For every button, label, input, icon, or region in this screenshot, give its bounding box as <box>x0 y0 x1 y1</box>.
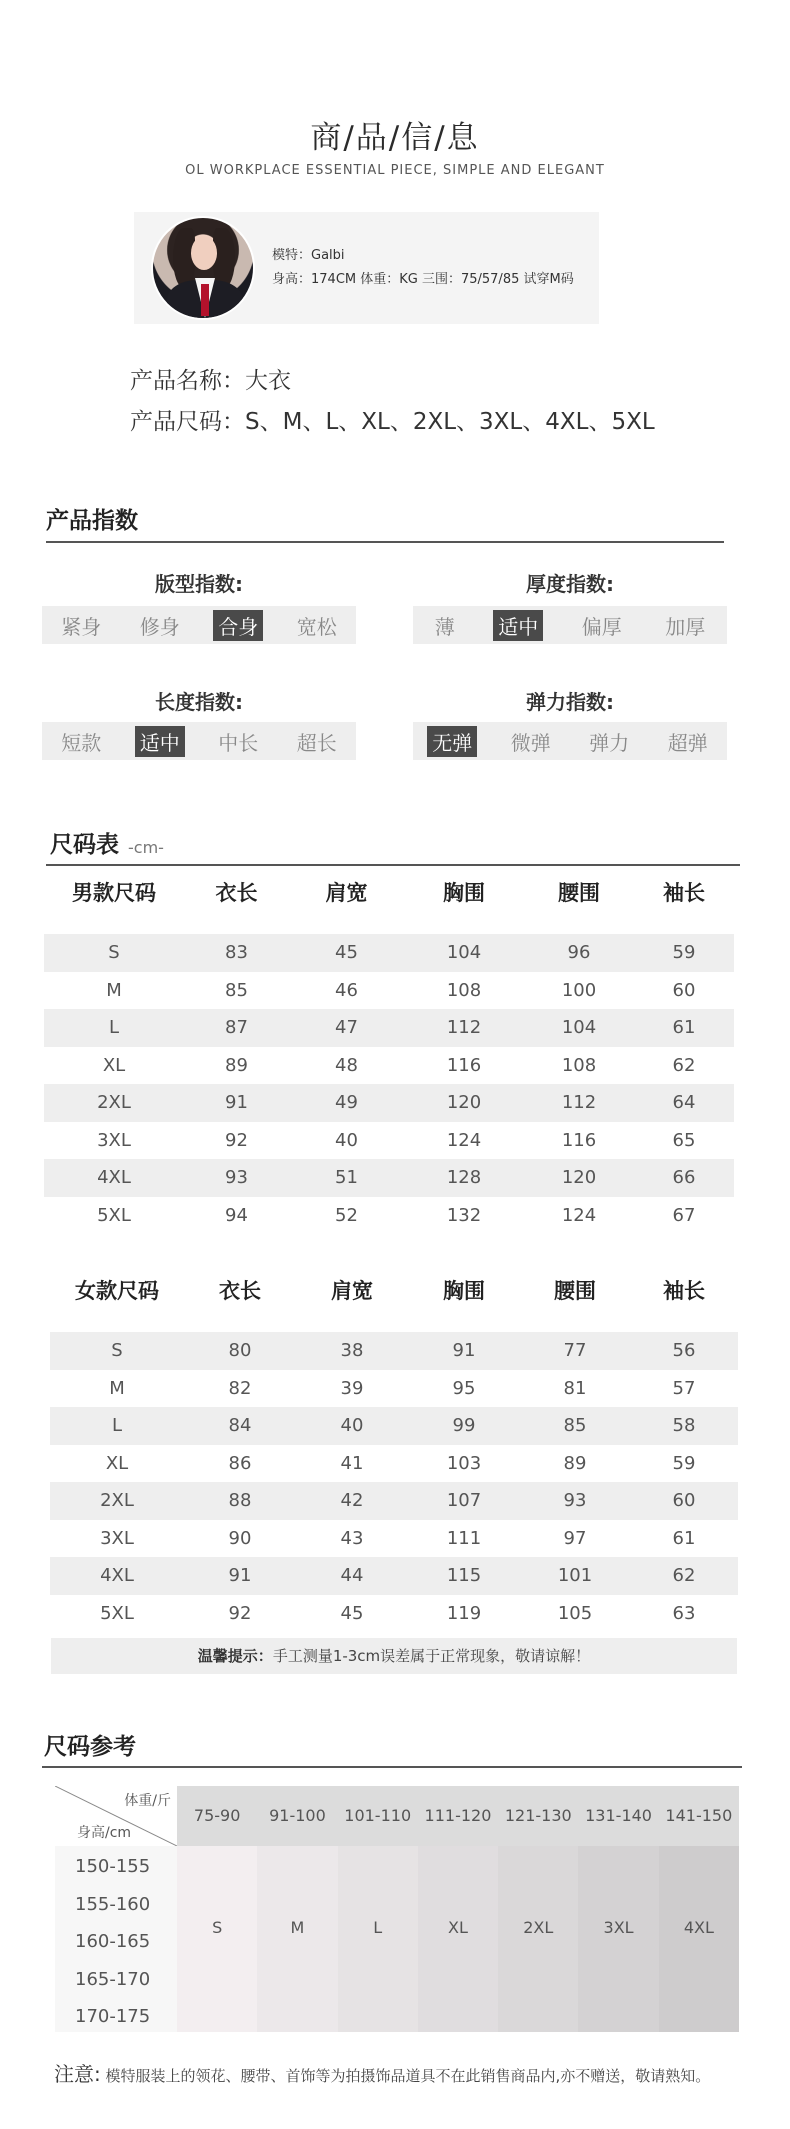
weight-range-label: 111-120 <box>424 1806 492 1825</box>
product-name: 产品名称：大衣 <box>130 368 291 394</box>
table-cell: 93 <box>563 1490 587 1512</box>
table-cell: S <box>111 1340 123 1362</box>
table-row <box>50 1407 738 1445</box>
table-cell: 38 <box>340 1340 364 1362</box>
size-table-divider <box>46 864 740 866</box>
reference-corner-cell <box>55 1786 177 1846</box>
table-cell: 43 <box>340 1527 364 1549</box>
size-label: 3XL <box>603 1918 634 1937</box>
elasticity-index-bar <box>413 722 727 760</box>
size-label: 4XL <box>683 1918 714 1937</box>
table-cell: 91 <box>228 1565 252 1587</box>
table-row <box>44 1009 734 1047</box>
table-cell: 52 <box>335 1204 358 1226</box>
fit-option: 修身 <box>139 614 180 639</box>
table-row <box>44 1122 734 1160</box>
table-cell: 85 <box>225 979 248 1001</box>
page-title: 商/品/信/息 <box>310 120 480 156</box>
table-cell: 116 <box>561 1129 597 1151</box>
size-reference-grid <box>55 1786 739 2032</box>
table-header-cell: 衣长 <box>215 881 258 905</box>
table-header-cell: 肩宽 <box>331 1279 373 1303</box>
fit-option: 紧身 <box>61 614 102 639</box>
weight-range-label: 101-110 <box>344 1806 412 1825</box>
length-index-bar <box>42 722 356 760</box>
table-cell: 92 <box>228 1602 252 1624</box>
table-header-cell: 袖长 <box>663 881 705 905</box>
product-sizes: 产品尺码：S、M、L、XL、2XL、3XL、4XL、5XL <box>130 409 655 435</box>
table-cell: 44 <box>340 1565 364 1587</box>
model-avatar <box>151 216 255 320</box>
table-cell: 91 <box>452 1340 476 1362</box>
table-cell: 112 <box>446 1017 482 1039</box>
height-range-label: 160-165 <box>75 1931 151 1952</box>
size-table-title: 尺码表 <box>50 832 119 858</box>
fit-index-label: 版型指数: <box>155 572 243 596</box>
women-size-table <box>50 1268 738 1632</box>
table-cell: 64 <box>672 1092 696 1114</box>
table-header-cell: 腰围 <box>558 881 600 905</box>
table-cell: 63 <box>672 1602 696 1624</box>
thickness-index-label: 厚度指数: <box>526 572 614 596</box>
table-row <box>50 1445 738 1483</box>
weight-range-label: 75-90 <box>193 1806 241 1825</box>
table-header-cell: 胸围 <box>443 881 485 905</box>
table-cell: 62 <box>672 1054 696 1076</box>
table-cell: 5XL <box>97 1204 131 1226</box>
note-label: 温馨提示： <box>197 1647 273 1665</box>
table-cell: 96 <box>567 942 591 964</box>
table-cell: 40 <box>340 1415 364 1437</box>
table-cell: 99 <box>452 1415 476 1437</box>
table-cell: 108 <box>446 979 482 1001</box>
page-subtitle: OL WORKPLACE ESSENTIAL PIECE, SIMPLE AND ELEGANT <box>185 163 605 178</box>
size-column <box>338 1846 418 2032</box>
size-reference-title: 尺码参考 <box>44 1734 136 1760</box>
table-cell: S <box>108 942 120 964</box>
table-cell: 83 <box>225 942 248 964</box>
table-cell: 86 <box>228 1452 252 1474</box>
height-range-label: 155-160 <box>75 1893 151 1915</box>
table-row <box>44 1084 734 1122</box>
table-cell: 128 <box>446 1167 482 1189</box>
table-row <box>50 1370 738 1408</box>
table-row <box>44 1047 734 1085</box>
table-cell: 65 <box>672 1129 696 1151</box>
table-cell: 46 <box>335 979 358 1001</box>
table-cell: 105 <box>557 1602 593 1624</box>
table-cell: 4XL <box>100 1565 134 1587</box>
table-cell: 103 <box>446 1452 482 1474</box>
table-cell: 91 <box>225 1092 248 1114</box>
table-cell: 82 <box>228 1377 252 1399</box>
table-cell: 116 <box>446 1054 482 1076</box>
table-cell: 115 <box>446 1565 482 1587</box>
table-row <box>44 1197 734 1235</box>
table-cell: 61 <box>672 1017 696 1039</box>
length-option: 短款 <box>61 730 102 755</box>
table-cell: 39 <box>340 1377 364 1399</box>
measurement-note <box>51 1638 737 1674</box>
height-range-label: 150-155 <box>75 1856 151 1877</box>
table-cell: XL <box>102 1054 126 1076</box>
size-label: 2XL <box>523 1918 554 1937</box>
table-cell: XL <box>105 1452 129 1474</box>
table-cell: 89 <box>563 1452 587 1474</box>
model-name: 模特：Galbi <box>272 248 345 263</box>
table-cell: 3XL <box>97 1129 131 1151</box>
table-cell: 59 <box>672 942 696 964</box>
table-cell: 60 <box>672 979 696 1001</box>
table-cell: 49 <box>335 1092 358 1114</box>
height-range-label: 170-175 <box>75 2006 151 2027</box>
table-row <box>44 1159 734 1197</box>
table-cell: 119 <box>446 1602 482 1624</box>
table-header-cell: 腰围 <box>554 1279 596 1303</box>
table-cell: 90 <box>228 1527 252 1549</box>
men-size-table <box>44 870 734 1234</box>
length-option-selected: 适中 <box>135 726 185 757</box>
table-cell: 85 <box>563 1415 587 1437</box>
table-header-cell: 女款尺码 <box>75 1279 159 1303</box>
size-label: L <box>373 1918 383 1937</box>
weight-range-label: 131-140 <box>585 1806 652 1825</box>
table-cell: 81 <box>563 1377 587 1399</box>
table-cell: 97 <box>563 1527 587 1549</box>
table-cell: 4XL <box>97 1167 131 1189</box>
table-row <box>50 1482 738 1520</box>
table-cell: 95 <box>452 1377 476 1399</box>
table-header-row <box>50 1268 738 1312</box>
weight-axis-label: 体重/斤 <box>124 1793 171 1809</box>
table-cell: 80 <box>228 1340 252 1362</box>
footer-lead: 注意: <box>54 2062 101 2086</box>
fit-option: 宽松 <box>296 614 337 639</box>
table-cell: L <box>111 1415 123 1437</box>
table-cell: 60 <box>672 1490 696 1512</box>
table-cell: 104 <box>561 1017 597 1039</box>
table-cell: 3XL <box>100 1527 134 1549</box>
table-cell: 93 <box>225 1167 248 1189</box>
table-cell: 112 <box>561 1092 597 1114</box>
weight-range-label: 121-130 <box>504 1806 572 1825</box>
height-axis-label: 身高/cm <box>77 1825 132 1841</box>
table-cell: 48 <box>335 1054 358 1076</box>
table-cell: 89 <box>225 1054 248 1076</box>
table-cell: 45 <box>340 1602 364 1624</box>
table-cell: 42 <box>340 1490 364 1512</box>
thickness-option: 薄 <box>434 614 455 639</box>
table-cell: 104 <box>446 942 482 964</box>
table-row <box>50 1332 738 1370</box>
size-table-unit: -cm- <box>128 838 164 857</box>
size-column <box>257 1846 337 2032</box>
table-cell: 62 <box>672 1565 696 1587</box>
table-row <box>50 1520 738 1558</box>
size-label: M <box>290 1918 305 1937</box>
table-cell: M <box>109 1377 125 1399</box>
table-cell: L <box>108 1017 120 1039</box>
size-label: XL <box>448 1918 468 1937</box>
table-header-cell: 衣长 <box>219 1279 261 1303</box>
elasticity-option: 超弹 <box>667 730 708 755</box>
table-cell: 40 <box>335 1129 358 1151</box>
fit-index-bar <box>42 606 356 644</box>
table-cell: 58 <box>672 1415 696 1437</box>
elasticity-option: 微弹 <box>510 730 551 755</box>
footer-note <box>54 2058 710 2087</box>
fit-option-selected: 合身 <box>213 610 263 641</box>
table-row <box>44 972 734 1010</box>
table-cell: 92 <box>225 1129 248 1151</box>
size-reference-divider <box>42 1766 742 1768</box>
table-header-cell: 胸围 <box>443 1279 485 1303</box>
table-cell: 2XL <box>97 1092 131 1114</box>
table-cell: 5XL <box>100 1602 134 1624</box>
table-cell: 61 <box>672 1527 696 1549</box>
table-cell: 77 <box>563 1340 587 1362</box>
thickness-option-selected: 适中 <box>493 610 543 641</box>
elasticity-option-selected: 无弹 <box>427 726 477 757</box>
length-option: 中长 <box>218 730 259 755</box>
length-option: 超长 <box>296 730 337 755</box>
index-section-divider <box>46 541 724 543</box>
height-range-label: 165-170 <box>75 1968 151 1990</box>
table-cell: 41 <box>340 1452 364 1474</box>
model-measurements: 身高：174CM 体重：KG 三围：75/57/85 试穿M码 <box>272 272 574 287</box>
table-cell: 2XL <box>100 1490 134 1512</box>
table-header-row <box>44 870 734 914</box>
weight-range-label: 91-100 <box>269 1806 326 1825</box>
table-cell: 45 <box>335 942 358 964</box>
table-cell: 67 <box>672 1204 696 1226</box>
table-cell: 107 <box>446 1490 482 1512</box>
thickness-index-bar <box>413 606 727 644</box>
table-cell: 66 <box>672 1167 696 1189</box>
footer-text: 模特服装上的领花、腰带、首饰等为拍摄饰品道具不在此销售商品内,亦不赠送，敬请熟知。 <box>105 2067 711 2085</box>
thickness-option: 偏厚 <box>581 614 622 639</box>
size-column <box>659 1846 739 2032</box>
table-cell: 120 <box>446 1092 482 1114</box>
size-label: S <box>212 1918 223 1937</box>
size-column <box>418 1846 498 2032</box>
table-row <box>44 934 734 972</box>
size-column <box>177 1846 257 2032</box>
table-cell: 56 <box>672 1340 696 1362</box>
table-cell: 59 <box>672 1452 696 1474</box>
size-column <box>578 1846 658 2032</box>
index-section-title: 产品指数 <box>46 508 138 534</box>
table-cell: 124 <box>561 1204 597 1226</box>
elasticity-index-label: 弹力指数: <box>526 690 614 714</box>
table-cell: 132 <box>446 1204 482 1226</box>
table-row <box>50 1595 738 1633</box>
size-column <box>498 1846 578 2032</box>
table-cell: 100 <box>561 979 597 1001</box>
table-cell: 101 <box>557 1565 593 1587</box>
table-cell: 88 <box>228 1490 252 1512</box>
table-header-cell: 袖长 <box>663 1279 705 1303</box>
table-cell: 108 <box>561 1054 597 1076</box>
table-cell: 84 <box>228 1415 252 1437</box>
weight-range-label: 141-150 <box>665 1806 733 1825</box>
note-text: 手工测量1-3cm误差属于正常现象，敬请谅解！ <box>272 1647 591 1665</box>
thickness-option: 加厚 <box>665 614 706 639</box>
table-cell: 111 <box>446 1527 482 1549</box>
table-row <box>50 1557 738 1595</box>
table-cell: M <box>106 979 122 1001</box>
table-cell: 47 <box>335 1017 358 1039</box>
table-cell: 87 <box>225 1017 248 1039</box>
table-cell: 94 <box>225 1204 248 1226</box>
table-header-cell: 肩宽 <box>325 881 368 905</box>
length-index-label: 长度指数: <box>155 690 243 714</box>
table-header-cell: 男款尺码 <box>72 881 156 905</box>
table-cell: 51 <box>335 1167 358 1189</box>
table-cell: 124 <box>446 1129 482 1151</box>
table-cell: 57 <box>672 1377 696 1399</box>
elasticity-option: 弹力 <box>589 730 630 755</box>
table-cell: 120 <box>561 1167 597 1189</box>
